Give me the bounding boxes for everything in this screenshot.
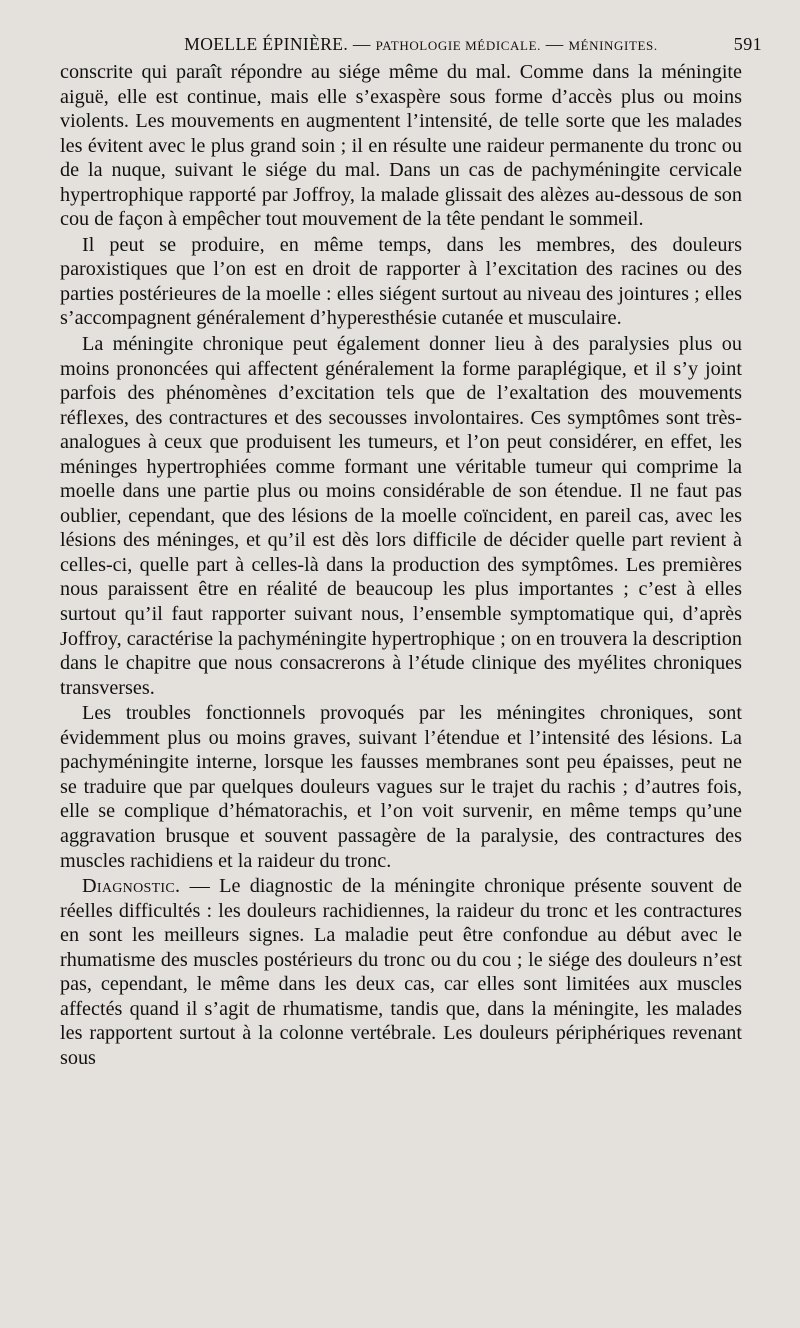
paragraph-1: conscrite qui paraît répondre au siége même du mal. Comme dans la méningite aiguë, elle est continue, mais elle s’exaspère sous forme d’accès plus ou moins violents. Les mouvements en augmentent l’intensité, de telle sorte que les malades les évitent avec le plus grand soin ; il en résulte une raideur permanente du tronc ou de la nuque, suivant le siége du mal. Dans un cas de pachyméningite cervicale hypertrophique rapporté par Joffroy, la malade glissait des alèzes au-dessous de son cou de façon à empêcher tout mouvement de la tête pendant le sommeil. — [60, 61, 742, 231]
diagnostic-text: — Le diagnostic de la méningite chronique présente souvent de réelles difficultés : les douleurs rachidiennes, la raideur du tronc et les contractures en sont les meilleurs signes. La maladie peut être confondue au début avec le rhumatisme des muscles postérieurs du tronc ou du cou ; le siége des douleurs n’est pas, cependant, le même dans les deux cas, car elles sont limitées aux muscles affectés quand il s’agit de rhumatisme, tandis que, dans la méningite, les malades les rapportent surtout à la colonne vertébrale. Les douleurs périphériques revenant sous — [60, 875, 742, 1069]
paragraph-3: La méningite chronique peut également donner lieu à des paralysies plus ou moins prononcées qui affectent généralement la forme paraplégique, et il s’y joint parfois des phénomènes d’excitation tels que de l’exaltation des mouvements réflexes, des contractures et des secousses involontaires. Ces symptômes sont très-analogues à ceux que produisent les tumeurs, et l’on peut considérer, en effet, les méninges hypertrophiées comme formant une véritable tumeur qui comprime la moelle dans une partie plus ou moins considérable de son étendue. Il ne faut pas oublier, cependant, que des lésions de la moelle coïncident, en pareil cas, avec les lésions des méninges, et qu’il est dès lors difficile de décider quelle part revient à celles-ci, quelle part à celles-là dans la production des symptômes. Les premières nous paraissent être en réalité de beaucoup les plus importantes ; c’est à elles surtout qu’il faut rapporter suivant nous, l’ensemble symptomatique qui, d’après Joffroy, caractérise la pachyméningite hypertrophique ; on en trouvera la description dans le chapitre que nous consacrerons à l’étude clinique des myélites chroniques transverses. — [60, 333, 742, 699]
header-title: MOELLE ÉPINIÈRE. — [184, 34, 349, 54]
body-text — [60, 60, 742, 1070]
header-dash: — — [352, 34, 371, 54]
header-section: PATHOLOGIE MÉDICALE. — [375, 38, 541, 53]
header-dash: — — [545, 34, 564, 54]
running-head — [100, 34, 762, 60]
paragraph-2: Il peut se produire, en même temps, dans les membres, des douleurs paroxistiques que l’on est en droit de rapporter à l’excitation des racines ou des parties postérieures de la moelle : elles siégent surtout au niveau des jointures ; elles s’accompagnent généralement d’hyperesthésie cutanée et musculaire. — [60, 233, 742, 330]
paragraph-4: Les troubles fonctionnels provoqués par les méningites chroniques, sont évidemment plus ou moins graves, suivant l’étendue et l’intensité des lésions. La pachyméningite interne, lorsque les fausses membranes sont peu épaisses, peut ne se traduire que par quelques douleurs vagues sur le trajet du rachis ; d’autres fois, elle se complique d’hématorachis, et l’on voit survenir, en même temps qu’une aggravation brusque et souvent passagère de la paralysie, des contractures des muscles rachidiens et la raideur du tronc. — [60, 702, 742, 872]
header-subsection: MÉNINGITES. — [568, 38, 658, 53]
paragraph-diagnostic — [60, 874, 742, 1070]
diagnostic-heading: Diagnostic. — [82, 875, 181, 898]
page-number: 591 — [733, 34, 762, 54]
